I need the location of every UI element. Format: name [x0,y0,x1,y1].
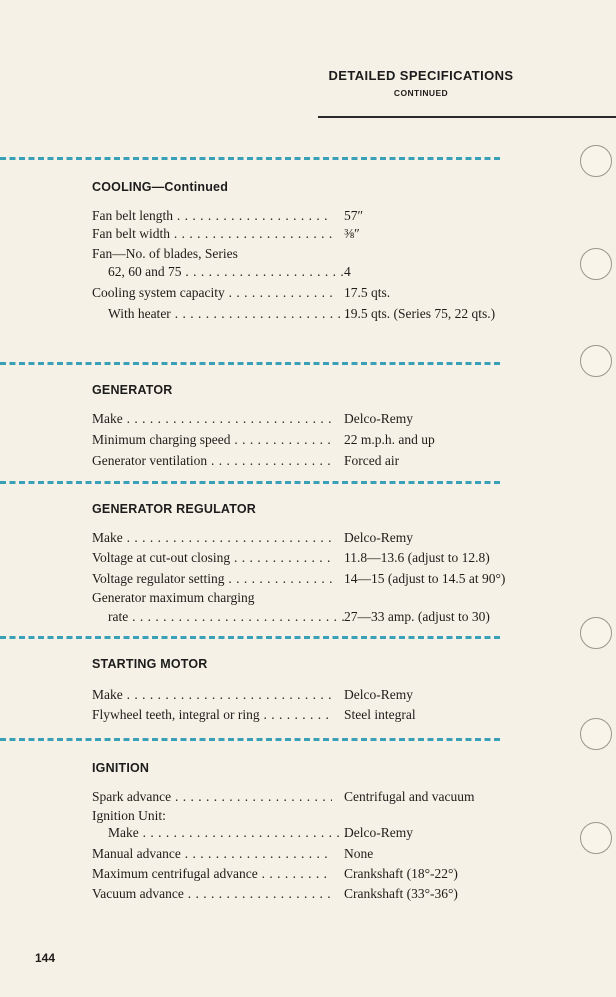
spec-label: Fan belt length . . . [92,208,332,224]
section-title-starting-motor: STARTING MOTOR [92,657,208,671]
spec-label: Generator maximum charging [92,590,255,605]
spec-label: Make . . . [92,825,348,841]
spec-row [92,687,413,707]
spec-value: 27—33 amp. (adjust to 30) [344,609,490,624]
section-divider [0,362,500,365]
spec-value: None [344,846,374,861]
section-divider [0,157,500,160]
spec-row [92,246,332,266]
section-title-generator-regulator: GENERATOR REGULATOR [92,502,256,516]
spec-label: Manual advance . . . [92,846,332,862]
spec-value: Delco-Remy [344,530,413,545]
spec-label: Generator ventilation . . . [92,453,332,469]
spec-row [92,285,391,305]
spec-label: With heater . . . [92,306,348,322]
spec-label: Make . . . [92,411,332,427]
spec-row [92,789,475,809]
page-subtitle: CONTINUED [393,88,449,98]
binder-hole [580,617,612,649]
spec-row [92,226,360,246]
spec-value: 19.5 qts. (Series 75, 22 qts.) [344,306,496,321]
spec-value: Crankshaft (18°-22°) [344,866,458,881]
spec-row [92,609,490,629]
spec-row [92,530,413,550]
spec-label: Voltage at cut-out closing . . . [92,550,332,566]
binder-hole [580,145,612,177]
section-divider [0,481,500,484]
spec-row [92,432,435,452]
spec-value: Steel integral [344,707,416,722]
spec-value: Delco-Remy [344,687,413,702]
spec-label: rate . . . [92,609,348,625]
spec-label: Make . . . [92,687,332,703]
spec-label: Vacuum advance . . . [92,886,332,902]
spec-row [92,846,374,866]
page-title: DETAILED SPECIFICATIONS [328,68,514,83]
spec-row [92,707,416,727]
spec-label: Flywheel teeth, integral or ring . . . [92,707,332,723]
page-number: 144 [35,951,56,965]
spec-row [92,590,332,610]
spec-row [92,306,496,326]
spec-row [92,571,506,591]
section-divider [0,738,500,741]
spec-value: 14—15 (adjust to 14.5 at 90°) [344,571,506,586]
spec-value: 22 m.p.h. and up [344,432,435,447]
spec-label: Fan belt width . . . [92,226,332,242]
spec-label: Voltage regulator setting . . . [92,571,332,587]
spec-value: 57″ [344,208,364,223]
spec-row [92,825,413,845]
spec-label: Cooling system capacity . . . [92,285,332,301]
spec-value: Delco-Remy [344,411,413,426]
spec-row [92,866,458,886]
spec-row [92,264,351,284]
spec-label: Make . . . [92,530,332,546]
spec-value: Crankshaft (33°-36°) [344,886,458,901]
spec-value: Delco-Remy [344,825,413,840]
spec-label: Ignition Unit: [92,808,166,823]
binder-hole [580,822,612,854]
spec-label: Maximum centrifugal advance . . . [92,866,332,882]
spec-row [92,208,364,228]
spec-value: ⅜″ [344,226,360,241]
spec-row [92,886,458,906]
spec-value: 4 [344,264,351,279]
spec-row [92,453,400,473]
binder-hole [580,248,612,280]
page-header [290,68,552,98]
spec-value: Centrifugal and vacuum [344,789,475,804]
spec-label: 62, 60 and 75 . . . [92,264,348,280]
spec-value: 11.8—13.6 (adjust to 12.8) [344,550,490,565]
section-title-generator: GENERATOR [92,383,173,397]
section-divider [0,636,500,639]
spec-value: 17.5 qts. [344,285,391,300]
header-rule [318,116,616,118]
binder-hole [580,718,612,750]
section-title-ignition: IGNITION [92,761,150,775]
spec-label: Fan—No. of blades, Series [92,246,238,261]
spec-row [92,550,490,570]
section-title-cooling: COOLING—Continued [92,180,229,194]
binder-hole [580,345,612,377]
spec-label: Spark advance . . . [92,789,332,805]
spec-row [92,411,413,431]
spec-value: Forced air [344,453,400,468]
spec-label: Minimum charging speed . . . [92,432,332,448]
